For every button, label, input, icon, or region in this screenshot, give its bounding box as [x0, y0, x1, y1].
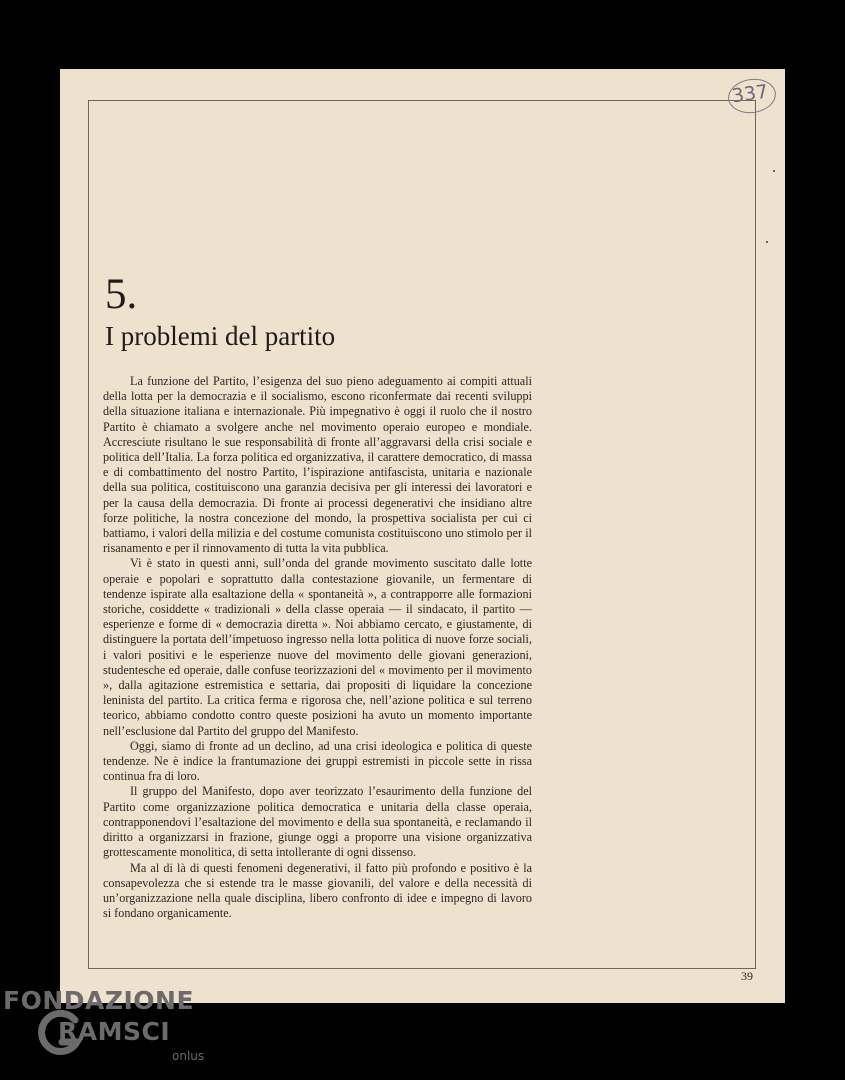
chapter-number: 5.: [105, 271, 138, 318]
paragraph-2: Vi è stato in questi anni, sull’onda del grande movimento suscitato dalle lotte operaie e popolari e soprattutto dalla contestazione giovanile, un fermentare di tendenze ispirate alla esaltazione della « spontaneità », a contrapporre alle formazioni storiche, cosiddette « tradizionali » della classe operaia — il sindacato, il partito — esperienze e forme di « democrazia diretta ». Noi abbiamo cercato, e giustamente, di distinguere la portata dell’impetuoso ingresso nella lotta politica di nuove forze sociali, i valori positivi e le esperienze nuove del movimento delle giovani generazioni, studentesche ed operaie, dalle confuse teorizzazioni del « movimento per il movimento », dalla agitazione estremistica e settaria, dai propositi di liquidare la concezione leninista del partito. La critica ferma e rigorosa che, nell’azione politica e sul terreno teorico, abbiamo condotto contro queste posizioni ha avuto un momento importante nell’esclusione dal Partito del gruppo del Manifesto.: [103, 556, 532, 738]
article-body: [103, 374, 532, 921]
paragraph-1: La funzione del Partito, l’esigenza del suo pieno adeguamento ai compiti attuali della lotta per la democrazia e il socialismo, escono riconfermate dai recenti sviluppi della situazione italiana e internazionale. Più impegnativo è oggi il ruolo che il nostro Partito è chiamato a svolgere anche nel movimento operaio europeo e mondiale. Accresciute risultano le sue responsabilità di fronte all’aggravarsi della crisi sociale e politica dell’Italia. La forza politica ed organizzativa, il carattere democratico, di massa e di combattimento del nostro Partito, l’ispirazione antifascista, unitaria e nazionale della sua politica, costituiscono una garanzia decisiva per gli interessi dei lavoratori e per la causa della democrazia. Di fronte ai processi degenerativi che insidiano altre forze politiche, la nostra concezione del mondo, la prospettiva socialista per cui ci battiamo, i valori della milizia e del costume comunista costituiscono uno stimolo per il risanamento e per il rinnovamento di tutta la vita pubblica.: [103, 374, 532, 556]
paragraph-4: Il gruppo del Manifesto, dopo aver teorizzato l’esaurimento della funzione del Partito come organizzazione politica democratica e unitaria della classe operaia, contrapponendovi l’esaltazione del movimento e della sua spontaneità, e reclamando il diritto a organizzarsi in frazione, giunge oggi a proporre una visione organizzativa grottescamente monolitica, di setta intollerante di ogni dissenso.: [103, 784, 532, 860]
fondazione-gramsci-watermark: [0, 986, 210, 1076]
paragraph-5: Ma al di là di questi fenomeni degenerativi, il fatto più profondo e positivo è la consapevolezza che si estende tra le masse giovanili, del valore e della necessità di un’organizzazione nella quale disciplina, libero confronto di idee e impegno di lavoro si fondano organicamente.: [103, 860, 532, 921]
scanned-page: [60, 69, 785, 1003]
archive-number: 337: [730, 80, 770, 108]
paper-speck: [766, 241, 768, 243]
watermark-line-1: FONDAZIONE: [3, 986, 195, 1015]
paragraph-3: Oggi, siamo di fronte ad un declino, ad una crisi ideologica e politica di queste tendenze. Ne è indice la frantumazione dei gruppi estremisti in piccole sette in rissa continua fra di loro.: [103, 738, 532, 784]
watermark-line-2: RAMSCI: [58, 1017, 171, 1046]
chapter-title: I problemi del partito: [105, 321, 336, 351]
watermark-onlus: onlus: [172, 1049, 205, 1063]
paper-speck: [773, 170, 775, 172]
page-number: 39: [741, 969, 753, 983]
